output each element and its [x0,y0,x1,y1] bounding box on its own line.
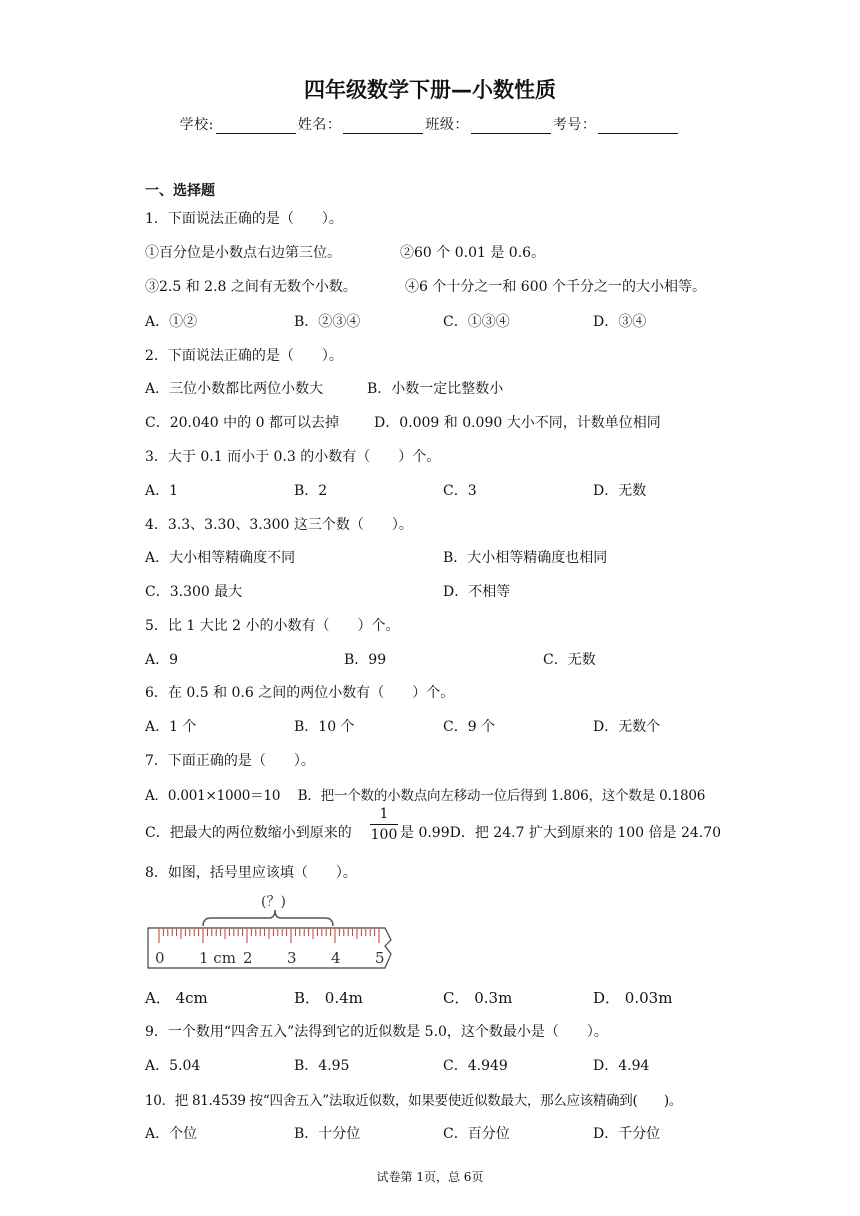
q8-option-a[interactable]: A． 4cm [145,989,208,1007]
name-label: 姓名： [297,117,342,133]
q10-option-d[interactable]: D．千分位 [593,1126,661,1142]
ruler-number: 1 cm [199,949,236,967]
q7-fraction [370,806,398,843]
ruler-question-label: (？) [261,894,286,910]
ruler-number: 2 [243,949,253,967]
number-blank[interactable] [598,119,678,134]
number-label: 考号： [552,117,597,133]
school-blank[interactable] [216,119,296,134]
q5-option-b[interactable]: B．99 [344,652,387,668]
q4-option-c[interactable]: C．3.300 最大 [145,584,243,600]
q7-stem: 7．下面正确的是（ ）。 [145,753,315,769]
q6-option-b[interactable]: B．10 个 [294,719,355,735]
q4-option-a[interactable]: A．大小相等精确度不同 [145,550,296,566]
section-heading: 一、选择题 [145,183,215,199]
q6-option-a[interactable]: A．1 个 [145,719,197,735]
q1-option-a[interactable]: A．①② [145,314,198,330]
q3-option-c[interactable]: C．3 [443,483,477,499]
ruler-number: 0 [155,949,165,967]
fraction-numerator: 1 [370,806,398,825]
q8-stem: 8．如图，括号里应该填（ ）。 [145,865,357,881]
q2-option-a[interactable]: A．三位小数都比两位小数大 [145,381,324,397]
q9-stem: 9．一个数用“四舍五入”法得到它的近似数是 5.0，这个数最小是（ ）。 [145,1024,608,1040]
ruler-number: 4 [331,949,341,967]
q1-option-b[interactable]: B．②③④ [294,314,361,330]
q8-option-b[interactable]: B． 0.4m [294,989,363,1007]
page-footer: 试卷第 1页，总 6页 [376,1170,484,1184]
school-label: 学校: [179,117,214,133]
class-label: 班级： [425,117,469,133]
q8-option-c[interactable]: C． 0.3m [443,989,513,1007]
class-blank[interactable] [471,119,551,134]
q3-option-b[interactable]: B．2 [294,483,328,499]
q9-option-b[interactable]: B．4.95 [294,1058,350,1074]
q5-option-a[interactable]: A．9 [145,652,179,668]
q9-option-a[interactable]: A．5.04 [145,1058,201,1074]
q7-options-a-b[interactable]: A．0.001×1000＝10 B．把一个数的小数点向左移动一位后得到 1.806，这个数是 0.1806 [145,788,706,804]
q1-stem: 1．下面说法正确的是（ ）。 [145,211,343,227]
q3-stem: 3．大于 0.1 而小于 0.3 的小数有（ ）个。 [145,449,441,465]
q10-option-c[interactable]: C．百分位 [443,1126,510,1142]
q10-option-a[interactable]: A．个位 [145,1126,198,1142]
fraction-denominator: 100 [370,827,398,843]
student-info-line [0,114,860,134]
q6-option-c[interactable]: C．9 个 [443,719,496,735]
q10-stem: 10．把 81.4539 按“四舍五入”法取近似数，如果要使近似数最大，那么应该精确到( )。 [145,1093,683,1109]
q9-option-c[interactable]: C．4.949 [443,1058,508,1074]
q6-stem: 6．在 0.5 和 0.6 之间的两位小数有（ ）个。 [145,685,455,701]
q8-option-d[interactable]: D． 0.03m [593,989,673,1007]
ruler-number: 5 [375,949,385,967]
q4-option-d[interactable]: D．不相等 [443,584,511,600]
q4-stem: 4．3.3、3.30、3.300 这三个数（ ）。 [145,517,413,533]
q4-option-b[interactable]: B．大小相等精确度也相同 [443,550,608,566]
q5-stem: 5．比 1 大比 2 小的小数有（ ）个。 [145,618,400,634]
q7-option-c-d[interactable]: 是 0.99D．把 24.7 扩大到原来的 100 倍是 24.70 [400,825,722,841]
q1-statement-1: ①百分位是小数点右边第三位。 [145,245,341,261]
q10-option-b[interactable]: B．十分位 [294,1126,361,1142]
ruler-number: 3 [287,949,297,967]
q2-option-c[interactable]: C．20.040 中的 0 都可以去掉 [145,415,339,431]
q1-option-d[interactable]: D．③④ [593,314,647,330]
q2-option-b[interactable]: B．小数一定比整数小 [367,381,504,397]
ruler-figure [145,890,405,972]
q2-option-d[interactable]: D．0.009 和 0.090 大小不同，计数单位相同 [374,415,661,431]
q7-option-c-pre[interactable]: C．把最大的两位数缩小到原来的 [145,825,352,841]
q1-option-c[interactable]: C．①③④ [443,314,510,330]
brace-icon [203,910,333,926]
q3-option-d[interactable]: D．无数 [593,483,647,499]
q1-statement-3: ③2.5 和 2.8 之间有无数个小数。 [145,279,357,295]
q1-statement-4: ④6 个十分之一和 600 个千分之一的大小相等。 [405,279,706,295]
q6-option-d[interactable]: D．无数个 [593,719,661,735]
q2-stem: 2．下面说法正确的是（ ）。 [145,348,343,364]
q9-option-d[interactable]: D．4.94 [593,1058,650,1074]
q5-option-c[interactable]: C．无数 [543,652,596,668]
name-blank[interactable] [343,119,423,134]
q3-option-a[interactable]: A．1 [145,483,179,499]
page-title: 四年级数学下册—小数性质 [304,78,556,102]
q1-statement-2: ②60 个 0.01 是 0.6。 [400,245,546,261]
